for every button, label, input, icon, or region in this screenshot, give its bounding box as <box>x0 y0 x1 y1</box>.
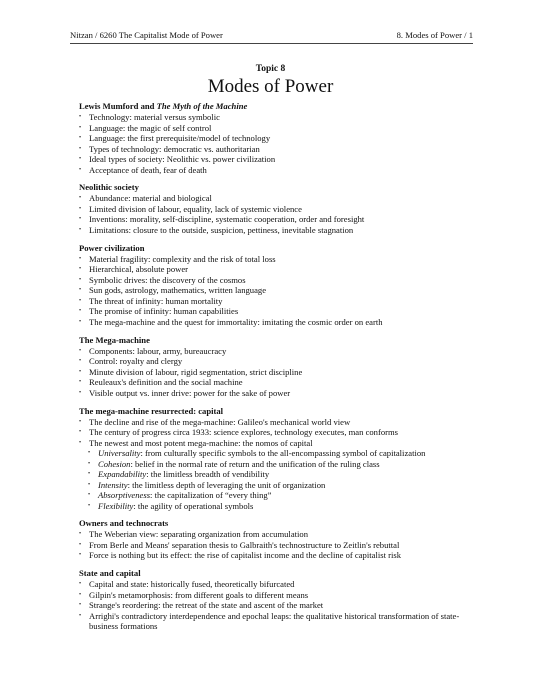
section-heading: Neolithic society <box>79 182 139 193</box>
heading-text: Lewis Mumford and <box>79 101 157 111</box>
list-item: • Inventions: morality, self-discipline, systematic cooperation, order and foresight <box>79 214 479 225</box>
section-heading: Power civilization <box>79 242 145 253</box>
sub-item-text: : the capitalization of “every thing” <box>150 490 272 501</box>
section-heading: Owners and technocrats <box>79 518 169 529</box>
section-neolithic <box>79 182 479 235</box>
list-item: • Control: royalty and clergy <box>79 356 479 367</box>
sub-item-text: : the limitless breadth of vendibility <box>146 469 270 480</box>
sub-list-item <box>79 490 479 501</box>
list-item: • Acceptance of death, fear of death <box>79 165 479 176</box>
list-item: • Reuleaux's definition and the social machine <box>79 377 479 388</box>
list-item: • Hierarchical, absolute power <box>79 264 479 275</box>
sub-item-term: Expandability <box>98 469 147 480</box>
sub-item-term: Cohesion <box>98 458 131 469</box>
list-item: • The mega-machine and the quest for immortality: imitating the cosmic order on earth <box>79 317 479 328</box>
list-item: • Limitations: closure to the outside, suspicion, pettiness, inevitable stagnation <box>79 225 479 236</box>
list-item: • Types of technology: democratic vs. authoritarian <box>79 144 479 155</box>
list-item: • Visible output vs. inner drive: power for the sake of power <box>79 388 479 399</box>
list-item: • Arrighi's contradictory interdependence and epochal leaps: the qualitative historical transformation of state-business formations <box>79 611 479 632</box>
section-power-civilization <box>79 243 479 328</box>
bullet-list <box>79 112 479 175</box>
sub-list-item <box>79 480 479 491</box>
sub-list-item <box>79 501 479 512</box>
list-item: • The decline and rise of the mega-machine: Galileo's mechanical world view <box>79 417 479 428</box>
list-item: • From Berle and Means' separation thesis to Galbraith's technostructure to Zeitlin's rebuttal <box>79 540 479 551</box>
page-header <box>70 30 473 44</box>
bullet-list <box>79 529 479 561</box>
list-item: • Language: the first prerequisite/model of technology <box>79 133 479 144</box>
section-state-capital <box>79 568 479 632</box>
list-item: • Gilpin's metamorphosis: from different goals to different means <box>79 590 479 601</box>
sub-list-item <box>79 448 479 459</box>
section-mumford <box>79 101 479 175</box>
topic-label: Topic 8 <box>255 64 286 74</box>
bullet-list <box>79 346 479 399</box>
list-item: • The newest and most potent mega-machine: the nomos of capital <box>79 438 479 449</box>
section-heading <box>79 101 479 112</box>
list-item: • Components: labour, army, bureaucracy <box>79 346 479 357</box>
bullet-list <box>79 193 479 235</box>
list-item: • Material fragility: complexity and the risk of total loss <box>79 254 479 265</box>
section-mega-machine <box>79 335 479 399</box>
sub-item-term: Intensity <box>98 479 128 490</box>
section-owners-technocrats <box>79 518 479 561</box>
list-item: • Minute division of labour, rigid segmentation, strict discipline <box>79 367 479 378</box>
sub-list-item <box>79 459 479 470</box>
list-item: • Ideal types of society: Neolithic vs. power civilization <box>79 154 479 165</box>
list-item: • Technology: material versus symbolic <box>79 112 479 123</box>
list-item: • Abundance: material and biological <box>79 193 479 204</box>
bullet-list <box>79 254 479 328</box>
section-heading: The mega-machine resurrected: capital <box>79 405 224 416</box>
document-body <box>79 101 479 639</box>
section-heading: The Mega-machine <box>79 334 150 345</box>
header-right: 8. Modes of Power / 1 <box>396 30 473 40</box>
list-item: • Symbolic drives: the discovery of the cosmos <box>79 275 479 286</box>
sub-item-text: : belief in the normal rate of return and the unification of the ruling class <box>130 458 380 469</box>
bullet-list <box>79 417 479 512</box>
sub-item-term: Absorptiveness <box>98 490 151 501</box>
sub-item-text: : the limitless depth of leveraging the unit of organization <box>127 479 326 490</box>
list-item: • Capital and state: historically fused, theoretically bifurcated <box>79 579 479 590</box>
list-item: • The Weberian view: separating organization from accumulation <box>79 529 479 540</box>
list-item: • Force is nothing but its effect: the rise of capitalist income and the decline of capitalist risk <box>79 550 479 561</box>
list-item: • Strange's reordering: the retreat of the state and ascent of the market <box>79 600 479 611</box>
list-item: • Limited division of labour, equality, lack of systemic violence <box>79 204 479 215</box>
list-item: • Sun gods, astrology, mathematics, written language <box>79 285 479 296</box>
section-mega-machine-resurrected <box>79 406 479 512</box>
list-item: • The promise of infinity: human capabilities <box>79 306 479 317</box>
bullet-list <box>79 579 479 632</box>
sub-item-term: Universality <box>98 448 141 459</box>
sub-item-term: Flexibility <box>98 500 134 511</box>
header-left: Nitzan / 6260 The Capitalist Mode of Power <box>70 30 223 40</box>
list-item: • The century of progress circa 1933: science explores, technology executes, man conforms <box>79 427 479 438</box>
sub-item-text: : from culturally specific symbols to the all-encompassing symbol of capitalization <box>140 448 426 459</box>
list-item: • Language: the magic of self control <box>79 123 479 134</box>
section-heading: State and capital <box>79 568 141 579</box>
sub-list-item <box>79 469 479 480</box>
list-item: • The threat of infinity: human mortality <box>79 296 479 307</box>
book-title: The Myth of the Machine <box>156 101 248 111</box>
sub-item-text: : the agility of operational symbols <box>133 500 254 511</box>
page-title: Modes of Power <box>207 76 334 97</box>
